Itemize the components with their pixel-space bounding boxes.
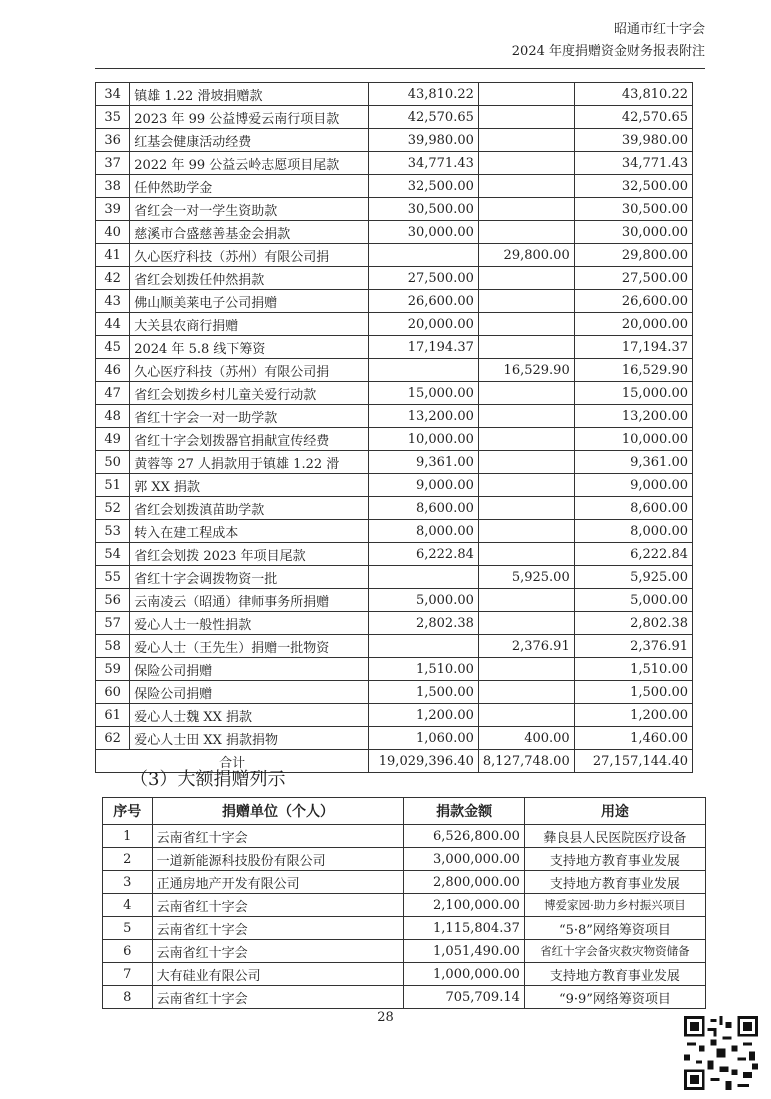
row-number: 57	[96, 612, 130, 635]
row-goods-amount	[478, 543, 574, 566]
large-row-amount: 2,800,000.00	[404, 871, 524, 894]
row-goods-amount: 400.00	[478, 727, 574, 750]
large-row-amount: 705,709.14	[404, 986, 524, 1009]
row-goods-amount: 29,800.00	[478, 244, 574, 267]
row-goods-amount	[478, 290, 574, 313]
row-number: 40	[96, 221, 130, 244]
row-total-amount: 26,600.00	[574, 290, 692, 313]
row-description: 省红会划拨滇苗助学款	[130, 497, 369, 520]
large-row-use: 支持地方教育事业发展	[524, 871, 705, 894]
row-total-amount: 2,376.91	[574, 635, 692, 658]
header-no: 序号	[103, 798, 153, 825]
large-row-unit: 云南省红十字会	[152, 894, 404, 917]
row-number: 50	[96, 451, 130, 474]
row-goods-amount	[478, 704, 574, 727]
row-total-amount: 32,500.00	[574, 175, 692, 198]
row-total-amount: 39,980.00	[574, 129, 692, 152]
table-row	[96, 198, 693, 221]
row-total-amount: 30,500.00	[574, 198, 692, 221]
row-cash-amount: 27,500.00	[369, 267, 479, 290]
row-goods-amount	[478, 221, 574, 244]
table-row	[103, 825, 706, 848]
row-cash-amount	[369, 566, 479, 589]
row-total-amount: 20,000.00	[574, 313, 692, 336]
row-number: 46	[96, 359, 130, 382]
header-use: 用途	[524, 798, 705, 825]
table-row	[96, 497, 693, 520]
row-total-amount: 9,000.00	[574, 474, 692, 497]
header-amount: 捐款金额	[404, 798, 524, 825]
table-row	[103, 986, 706, 1009]
header-divider	[95, 68, 705, 69]
table-row	[96, 336, 693, 359]
row-goods-amount	[478, 658, 574, 681]
row-cash-amount: 1,200.00	[369, 704, 479, 727]
table-row	[103, 894, 706, 917]
row-goods-amount	[478, 129, 574, 152]
large-row-amount: 2,100,000.00	[404, 894, 524, 917]
row-cash-amount: 42,570.65	[369, 106, 479, 129]
table-row	[96, 382, 693, 405]
row-number: 35	[96, 106, 130, 129]
table-row	[103, 848, 706, 871]
table-row	[96, 83, 693, 106]
row-number: 37	[96, 152, 130, 175]
table-row	[96, 635, 693, 658]
table-row	[96, 589, 693, 612]
table-row	[96, 658, 693, 681]
large-row-unit: 云南省红十字会	[152, 940, 404, 963]
row-cash-amount: 6,222.84	[369, 543, 479, 566]
table-row	[103, 963, 706, 986]
row-cash-amount: 32,500.00	[369, 175, 479, 198]
row-description: 佛山顺美莱电子公司捐赠	[130, 290, 369, 313]
row-goods-amount	[478, 520, 574, 543]
row-cash-amount: 9,361.00	[369, 451, 479, 474]
row-cash-amount	[369, 244, 479, 267]
row-total-amount: 10,000.00	[574, 428, 692, 451]
header-unit: 捐赠单位（个人）	[152, 798, 404, 825]
large-row-number: 6	[103, 940, 153, 963]
row-cash-amount: 8,000.00	[369, 520, 479, 543]
row-total-amount: 6,222.84	[574, 543, 692, 566]
row-description: 爱心人士一般性捐款	[130, 612, 369, 635]
row-goods-amount	[478, 428, 574, 451]
large-row-number: 2	[103, 848, 153, 871]
row-cash-amount: 43,810.22	[369, 83, 479, 106]
large-row-use: 支持地方教育事业发展	[524, 963, 705, 986]
row-description: 省红会划拨乡村儿童关爱行动款	[130, 382, 369, 405]
row-goods-amount	[478, 267, 574, 290]
row-cash-amount: 34,771.43	[369, 152, 479, 175]
table-row	[103, 940, 706, 963]
table-row	[96, 267, 693, 290]
row-total-amount: 8,000.00	[574, 520, 692, 543]
table-row	[96, 520, 693, 543]
table-row	[96, 405, 693, 428]
row-number: 44	[96, 313, 130, 336]
large-row-number: 3	[103, 871, 153, 894]
row-cash-amount: 17,194.37	[369, 336, 479, 359]
table-row	[96, 290, 693, 313]
table-row	[96, 727, 693, 750]
row-total-amount: 1,460.00	[574, 727, 692, 750]
row-description: 郭 XX 捐款	[130, 474, 369, 497]
large-row-use: 博爱家园·助力乡村振兴项目	[524, 894, 705, 917]
row-number: 45	[96, 336, 130, 359]
large-row-unit: 大有硅业有限公司	[152, 963, 404, 986]
row-total-amount: 1,200.00	[574, 704, 692, 727]
row-total-amount: 43,810.22	[574, 83, 692, 106]
row-description: 慈溪市合盛慈善基金会捐款	[130, 221, 369, 244]
large-row-number: 5	[103, 917, 153, 940]
row-cash-amount: 10,000.00	[369, 428, 479, 451]
large-row-use: “5·8”网络筹资项目	[524, 917, 705, 940]
row-cash-amount: 26,600.00	[369, 290, 479, 313]
row-number: 34	[96, 83, 130, 106]
row-goods-amount	[478, 589, 574, 612]
row-cash-amount: 5,000.00	[369, 589, 479, 612]
row-number: 36	[96, 129, 130, 152]
row-description: 2023 年 99 公益博爱云南行项目款	[130, 106, 369, 129]
large-row-amount: 3,000,000.00	[404, 848, 524, 871]
header-report-title: 2024 年度捐赠资金财务报表附注	[511, 44, 705, 59]
row-goods-amount	[478, 106, 574, 129]
large-table-header-row	[103, 798, 706, 825]
row-goods-amount: 16,529.90	[478, 359, 574, 382]
row-total-amount: 42,570.65	[574, 106, 692, 129]
row-number: 60	[96, 681, 130, 704]
row-cash-amount	[369, 635, 479, 658]
row-total-amount: 29,800.00	[574, 244, 692, 267]
table-row	[96, 313, 693, 336]
row-description: 省红十字会划拨器官捐献宣传经费	[130, 428, 369, 451]
large-row-unit: 正通房地产开发有限公司	[152, 871, 404, 894]
row-number: 49	[96, 428, 130, 451]
large-row-number: 7	[103, 963, 153, 986]
large-row-number: 1	[103, 825, 153, 848]
row-total-amount: 17,194.37	[574, 336, 692, 359]
row-total-amount: 8,600.00	[574, 497, 692, 520]
row-description: 镇雄 1.22 滑坡捐赠款	[130, 83, 369, 106]
row-goods-amount	[478, 405, 574, 428]
large-row-number: 8	[103, 986, 153, 1009]
table-row	[96, 129, 693, 152]
row-goods-amount	[478, 497, 574, 520]
row-description: 保险公司捐赠	[130, 681, 369, 704]
total-sum: 27,157,144.40	[574, 750, 692, 773]
section-title: （3）大额捐赠列示	[130, 769, 286, 790]
row-cash-amount: 39,980.00	[369, 129, 479, 152]
row-description: 省红会划拨 2023 年项目尾款	[130, 543, 369, 566]
qr-code-icon	[684, 1016, 758, 1090]
row-total-amount: 5,000.00	[574, 589, 692, 612]
row-number: 56	[96, 589, 130, 612]
table-row	[96, 152, 693, 175]
large-row-use: 支持地方教育事业发展	[524, 848, 705, 871]
row-total-amount: 1,510.00	[574, 658, 692, 681]
row-cash-amount: 20,000.00	[369, 313, 479, 336]
row-goods-amount: 5,925.00	[478, 566, 574, 589]
row-number: 55	[96, 566, 130, 589]
total-goods: 8,127,748.00	[478, 750, 574, 773]
row-description: 省红会划拨任仲然捐款	[130, 267, 369, 290]
row-description: 省红十字会调拨物资一批	[130, 566, 369, 589]
row-total-amount: 15,000.00	[574, 382, 692, 405]
row-total-amount: 34,771.43	[574, 152, 692, 175]
row-number: 39	[96, 198, 130, 221]
row-number: 54	[96, 543, 130, 566]
total-label: 合计	[96, 750, 369, 773]
row-number: 42	[96, 267, 130, 290]
row-goods-amount	[478, 382, 574, 405]
row-total-amount: 5,925.00	[574, 566, 692, 589]
row-total-amount: 9,361.00	[574, 451, 692, 474]
row-description: 任仲然助学金	[130, 175, 369, 198]
row-goods-amount	[478, 198, 574, 221]
row-number: 51	[96, 474, 130, 497]
row-total-amount: 27,500.00	[574, 267, 692, 290]
row-goods-amount	[478, 612, 574, 635]
row-goods-amount	[478, 175, 574, 198]
row-description: 省红十字会一对一助学款	[130, 405, 369, 428]
row-number: 47	[96, 382, 130, 405]
table-row	[103, 871, 706, 894]
row-description: 转入在建工程成本	[130, 520, 369, 543]
table-row	[96, 543, 693, 566]
total-cash: 19,029,396.40	[369, 750, 479, 773]
large-row-unit: 云南省红十字会	[152, 986, 404, 1009]
row-description: 2024 年 5.8 线下筹资	[130, 336, 369, 359]
table-row	[96, 106, 693, 129]
row-goods-amount	[478, 336, 574, 359]
row-number: 43	[96, 290, 130, 313]
table-row	[96, 566, 693, 589]
row-description: 云南凌云（昭通）律师事务所捐赠	[130, 589, 369, 612]
large-row-unit: 云南省红十字会	[152, 825, 404, 848]
large-row-amount: 1,000,000.00	[404, 963, 524, 986]
header-org: 昭通市红十字会	[613, 22, 705, 37]
row-description: 爱心人士（王先生）捐赠一批物资	[130, 635, 369, 658]
row-cash-amount: 30,000.00	[369, 221, 479, 244]
row-number: 62	[96, 727, 130, 750]
row-cash-amount: 1,060.00	[369, 727, 479, 750]
row-cash-amount	[369, 359, 479, 382]
table-row	[96, 244, 693, 267]
row-cash-amount: 1,500.00	[369, 681, 479, 704]
large-row-amount: 6,526,800.00	[404, 825, 524, 848]
row-goods-amount	[478, 681, 574, 704]
table-row	[96, 451, 693, 474]
row-total-amount: 30,000.00	[574, 221, 692, 244]
table-row	[96, 612, 693, 635]
row-goods-amount	[478, 313, 574, 336]
large-row-amount: 1,115,804.37	[404, 917, 524, 940]
row-cash-amount: 9,000.00	[369, 474, 479, 497]
row-description: 保险公司捐赠	[130, 658, 369, 681]
row-description: 久心医疗科技（苏州）有限公司捐	[130, 244, 369, 267]
row-description: 2022 年 99 公益云岭志愿项目尾款	[130, 152, 369, 175]
row-cash-amount: 30,500.00	[369, 198, 479, 221]
row-cash-amount: 2,802.38	[369, 612, 479, 635]
row-number: 61	[96, 704, 130, 727]
row-number: 38	[96, 175, 130, 198]
row-description: 爱心人士魏 XX 捐款	[130, 704, 369, 727]
table-row	[96, 359, 693, 382]
row-total-amount: 13,200.00	[574, 405, 692, 428]
large-row-use: 省红十字会备灾救灾物资储备	[524, 940, 705, 963]
row-goods-amount	[478, 152, 574, 175]
row-number: 59	[96, 658, 130, 681]
large-row-use: “9·9”网络筹资项目	[524, 986, 705, 1009]
large-row-unit: 云南省红十字会	[152, 917, 404, 940]
row-goods-amount: 2,376.91	[478, 635, 574, 658]
table-row	[103, 917, 706, 940]
row-cash-amount: 1,510.00	[369, 658, 479, 681]
table-row	[96, 221, 693, 244]
row-description: 省红会一对一学生资助款	[130, 198, 369, 221]
row-description: 大关县农商行捐赠	[130, 313, 369, 336]
table-row	[96, 428, 693, 451]
donation-table	[95, 82, 693, 773]
table-row	[96, 474, 693, 497]
row-number: 58	[96, 635, 130, 658]
large-row-unit: 一道新能源科技股份有限公司	[152, 848, 404, 871]
large-row-use: 彝良县人民医院医疗设备	[524, 825, 705, 848]
row-description: 爱心人士田 XX 捐款捐物	[130, 727, 369, 750]
row-total-amount: 1,500.00	[574, 681, 692, 704]
large-donation-table	[102, 797, 706, 1009]
row-goods-amount	[478, 83, 574, 106]
table-row	[96, 175, 693, 198]
row-description: 红基会健康活动经费	[130, 129, 369, 152]
row-total-amount: 16,529.90	[574, 359, 692, 382]
row-cash-amount: 8,600.00	[369, 497, 479, 520]
large-row-number: 4	[103, 894, 153, 917]
row-number: 52	[96, 497, 130, 520]
table-row	[96, 704, 693, 727]
row-number: 41	[96, 244, 130, 267]
row-number: 53	[96, 520, 130, 543]
row-total-amount: 2,802.38	[574, 612, 692, 635]
page-number: 28	[377, 1010, 394, 1025]
large-row-amount: 1,051,490.00	[404, 940, 524, 963]
row-cash-amount: 15,000.00	[369, 382, 479, 405]
row-description: 久心医疗科技（苏州）有限公司捐	[130, 359, 369, 382]
row-number: 48	[96, 405, 130, 428]
row-goods-amount	[478, 474, 574, 497]
table-row	[96, 681, 693, 704]
row-goods-amount	[478, 451, 574, 474]
row-cash-amount: 13,200.00	[369, 405, 479, 428]
row-description: 黄蓉等 27 人捐款用于镇雄 1.22 滑	[130, 451, 369, 474]
